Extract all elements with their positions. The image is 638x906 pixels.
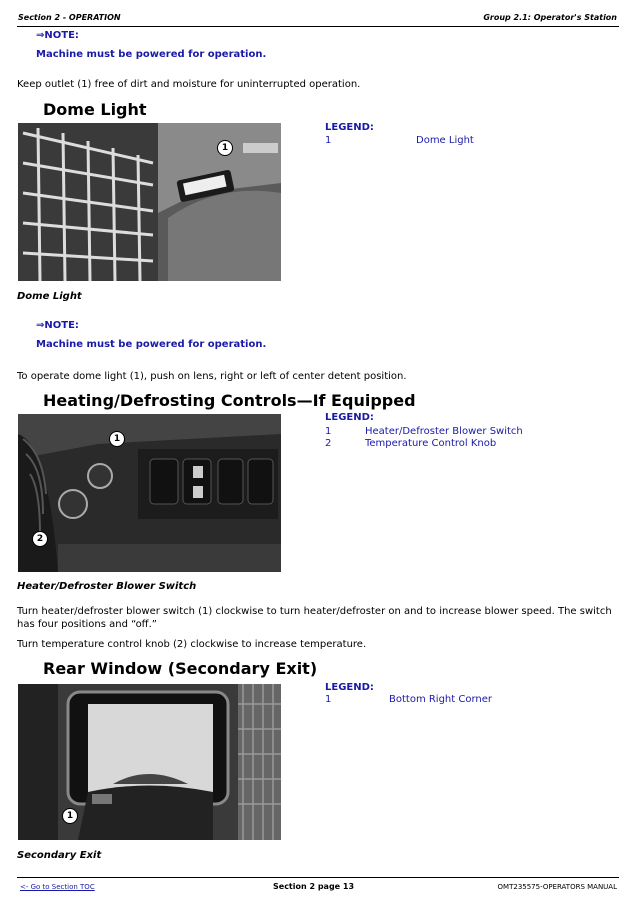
heating-heading: Heating/Defrosting Controls—If Equipped bbox=[43, 391, 416, 410]
legend-number: 2 bbox=[325, 438, 332, 449]
callout-1: 1 bbox=[109, 431, 125, 447]
legend-text: Temperature Control Knob bbox=[365, 438, 497, 449]
heating-caption: Heater/Defroster Blower Switch bbox=[17, 581, 197, 592]
callout-1: 1 bbox=[217, 140, 233, 156]
rear-window-illustration bbox=[18, 684, 281, 840]
callout-2: 2 bbox=[32, 531, 48, 547]
note-text: Machine must be powered for operation. bbox=[36, 49, 267, 60]
legend-text: Bottom Right Corner bbox=[389, 694, 493, 705]
dome-light-caption: Dome Light bbox=[17, 291, 82, 302]
note-text: Machine must be powered for operation. bbox=[36, 339, 267, 350]
page-number: Section 2 page 13 bbox=[273, 882, 355, 891]
note-label: ⇒NOTE: bbox=[36, 30, 79, 41]
rear-window-caption: Secondary Exit bbox=[17, 850, 102, 861]
dome-light-heading: Dome Light bbox=[43, 100, 147, 119]
manual-id: OMT235575-OPERATORS MANUAL bbox=[497, 883, 617, 891]
footer-rule bbox=[17, 877, 619, 878]
legend-title: LEGEND: bbox=[325, 682, 374, 693]
note-label: ⇒NOTE: bbox=[36, 320, 79, 331]
dome-light-photo bbox=[18, 123, 281, 281]
legend-number: 1 bbox=[325, 426, 332, 437]
heating-illustration bbox=[18, 414, 281, 572]
legend-title: LEGEND: bbox=[325, 122, 374, 133]
heating-photo bbox=[18, 414, 281, 572]
paragraph-outlet: Keep outlet (1) free of dirt and moisture for uninterrupted operation. bbox=[17, 79, 361, 90]
legend-text: Dome Light bbox=[416, 135, 474, 146]
legend-number: 1 bbox=[325, 135, 332, 146]
callout-1: 1 bbox=[62, 808, 78, 824]
legend-text: Heater/Defroster Blower Switch bbox=[365, 426, 523, 437]
paragraph-dome: To operate dome light (1), push on lens, right or left of center detent position. bbox=[17, 371, 407, 382]
rear-window-heading: Rear Window (Secondary Exit) bbox=[43, 659, 318, 678]
paragraph-heating-2: Turn temperature control knob (2) clockwise to increase temperature. bbox=[17, 639, 367, 650]
legend-number: 1 bbox=[325, 694, 332, 705]
header-rule bbox=[17, 26, 619, 27]
legend-title: LEGEND: bbox=[325, 412, 374, 423]
paragraph-heating-1: Turn heater/defroster blower switch (1) clockwise to turn heater/defroster on and to increase blower speed. The switch has four positions and “off.” bbox=[17, 606, 612, 630]
header-group: Group 2.1: Operator's Station bbox=[483, 13, 617, 22]
dome-light-illustration bbox=[18, 123, 281, 281]
toc-link[interactable]: <- Go to Section TOC bbox=[20, 883, 95, 891]
header-section: Section 2 - OPERATION bbox=[18, 13, 121, 22]
rear-window-photo bbox=[18, 684, 281, 840]
